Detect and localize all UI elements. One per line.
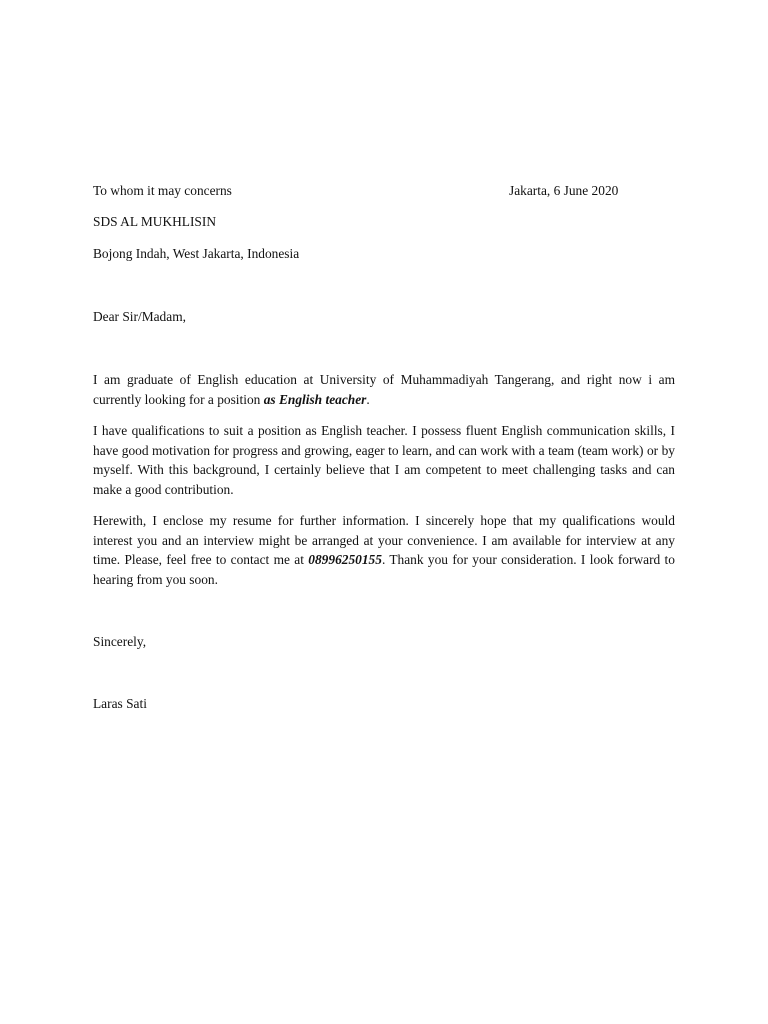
salutation: Dear Sir/Madam, [93, 309, 186, 324]
recipient-line: To whom it may concerns [93, 183, 232, 198]
place-date: Jakarta, 6 June 2020 [509, 183, 619, 198]
paragraph-closing-request [93, 511, 675, 589]
paragraph-qualifications: I have qualifications to suit a position as English teacher. I possess fluent English communication skills, I have good motivation for progress and growing, eager to learn, and can work with a team (team work) or by myself. With this background, I certainly believe that I am competent to meet challenging tasks and can make a good contribution. [93, 423, 675, 497]
signature-name: Laras Sati [93, 696, 147, 711]
closing: Sincerely, [93, 634, 147, 649]
paragraph-closing-text: Herewith, I enclose my resume for further information. I sincerely hope that my qualifications would interest you and an interview might be arranged at your convenience. I am available for interview at any time. Please, feel free to contact me at [93, 513, 675, 567]
paragraph-closing-end: . Thank you for your consideration. I look forward to hearing from you soon. [93, 552, 675, 587]
institution-address: Bojong Indah, West Jakarta, Indonesia [93, 246, 300, 261]
paragraph-intro [93, 370, 675, 409]
contact-phone: 08996250155 [308, 552, 382, 567]
institution-name: SDS AL MUKHLISIN [93, 214, 217, 229]
paragraph-intro-end: . [366, 391, 370, 407]
position-emphasis: as English teacher [263, 391, 367, 407]
paragraph-intro-text: I am graduate of English education at University of Muhammadiyah Tangerang, and right now i am currently looking for a position [93, 372, 675, 407]
